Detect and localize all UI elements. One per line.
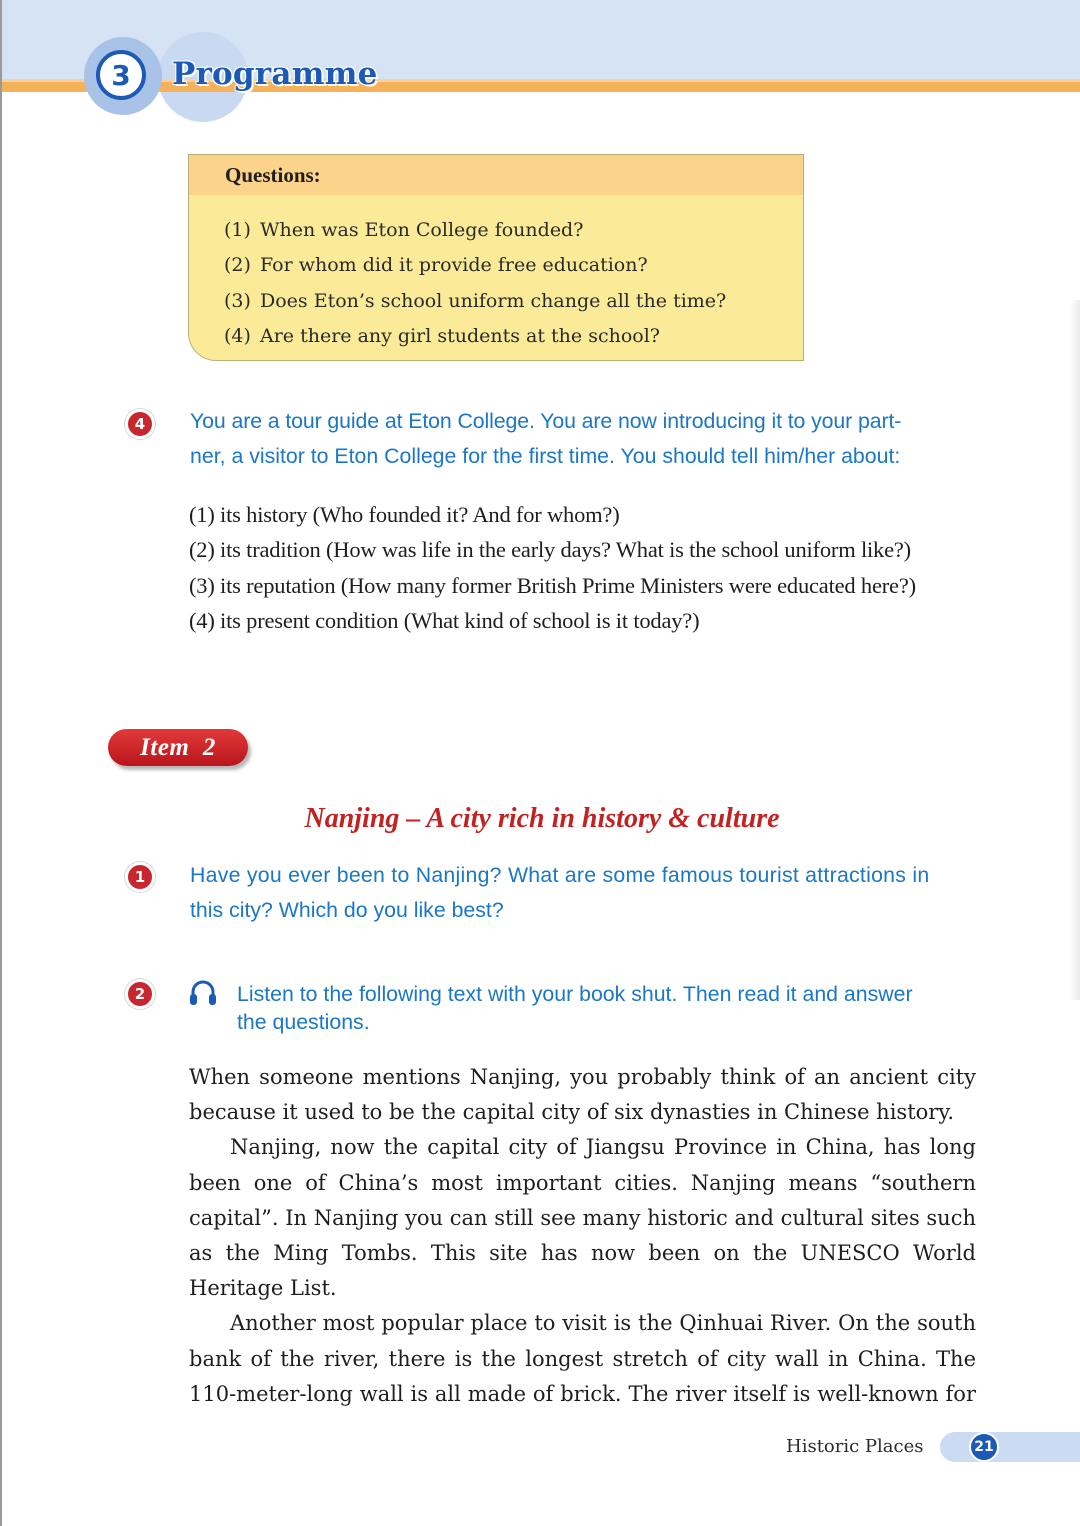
passage-paragraph: Nanjing, now the capital city of Jiangsu Province in China, has long been one of China’s most important cities. Nanjing means “southern capital”. In Nanjing you can still see many historic and cultural sites such as the Ming Tombs. This site has now been on the UNESCO World Heritage List.	[189, 1135, 976, 1301]
task-2-instruction: Listen to the following text with your book shut. Then read it and answer the questions.	[237, 982, 913, 1034]
item-2-subtitle: Nanjing – A city rich in history & culture	[304, 803, 780, 834]
header-stripe-highlight	[2, 79, 1080, 82]
section-number-badge: 3	[96, 50, 146, 100]
question-item: (3) Does Eton’s school uniform change all the time?	[224, 289, 727, 312]
item-2-label: Item 2	[108, 729, 248, 766]
task-4-point: (1) its history (Who founded it? And for whom?)	[189, 502, 620, 527]
task-1-instruction: Have you ever been to Nanjing? What are some famous tourist attractions in this city? Which do you like best?	[190, 863, 930, 922]
task-4-point: (3) its reputation (How many former British Prime Ministers were educated here?)	[189, 572, 916, 598]
task-4-badge: 4	[125, 409, 155, 439]
page-gutter-shadow	[1070, 300, 1080, 1000]
task-4-point: (2) its tradition (How was life in the early days? What is the school uniform like?)	[189, 537, 911, 563]
headphones-icon	[187, 977, 219, 1009]
questions-box	[188, 154, 804, 361]
task-4-point: (4) its present condition (What kind of school is it today?)	[189, 607, 700, 633]
task-4-instruction: You are a tour guide at Eton College. You are now introducing it to your part- ner, a visitor to Eton College for the first time. You should tell him/her about:	[190, 409, 902, 468]
section-title: Programme	[172, 56, 378, 92]
reading-passage	[189, 1060, 976, 1412]
questions-box-header	[189, 155, 803, 195]
page-number: 21	[969, 1432, 999, 1462]
questions-list	[224, 213, 726, 354]
footer-unit-title: Historic Places	[786, 1436, 924, 1457]
footer-band	[940, 1432, 1080, 1462]
passage-paragraph: Another most popular place to visit is the Qinhuai River. On the south bank of the river, there is the longest stretch of city wall in China. The 110-meter-long wall is all made of brick. The river itself is well-known for	[189, 1311, 976, 1406]
passage-paragraph: When someone mentions Nanjing, you probably think of an ancient city because it used to be the capital city of six dynasties in Chinese history.	[189, 1065, 976, 1125]
question-item: (2) For whom did it provide free education?	[224, 254, 648, 277]
question-item: (1) When was Eton College founded?	[224, 219, 584, 241]
questions-title: Questions:	[225, 163, 321, 187]
page-edge-rule	[0, 0, 2, 1526]
task-4-points	[189, 497, 916, 638]
task-2-badge: 2	[125, 979, 155, 1009]
task-1-badge: 1	[125, 862, 155, 892]
question-item: (4) Are there any girl students at the school?	[224, 324, 660, 347]
